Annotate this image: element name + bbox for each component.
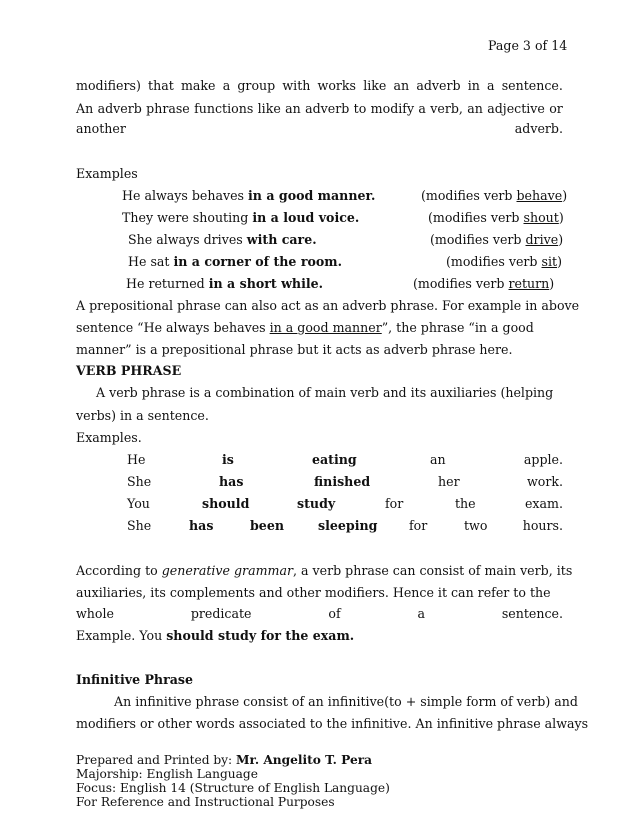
intro-line-2: An adverb phrase functions like an adverb to modify a verb, an adjective or (76, 101, 563, 116)
adverb-note-5: (modifies verb return) (413, 276, 555, 291)
intro-line-1: modifiers) that make a group with works like an adverb in a sentence. (76, 78, 563, 93)
generative-line-2: auxiliaries, its complements and other modifiers. Hence it can refer to the (76, 585, 551, 600)
prep-line-2: sentence “He always behaves in a good manner”, the phrase “in a good (76, 320, 534, 335)
adverb-note-2: (modifies verb shout) (428, 210, 564, 225)
verb-example-row-3: You should study for the exam. (127, 496, 563, 511)
verb-phrase-line-2: verbs) in a sentence. (76, 408, 209, 423)
verb-example-row-4: She has been sleeping for two hours. (127, 518, 563, 533)
examples-heading: Examples (76, 166, 138, 181)
prep-line-3: manner” is a prepositional phrase but it acts as adverb phrase here. (76, 342, 513, 357)
verb-phrase-examples-label: Examples. (76, 430, 142, 445)
footer-purpose: For Reference and Instructional Purposes (76, 795, 335, 809)
intro-line-3: another adverb. (76, 121, 563, 136)
adverb-example-2: They were shouting in a loud voice. (122, 210, 360, 225)
generative-line-3: whole predicate of a sentence. (76, 606, 563, 621)
footer-majorship: Majorship: English Language (76, 767, 258, 781)
verb-example-row-2: She has finished her work. (127, 474, 563, 489)
adverb-example-5: He returned in a short while. (126, 276, 324, 291)
verb-phrase-line-1: A verb phrase is a combination of main verb and its auxiliaries (helping (96, 385, 554, 400)
adverb-example-4: He sat in a corner of the room. (128, 254, 342, 269)
footer-prepared-by: Prepared and Printed by: Mr. Angelito T. Pera (76, 753, 373, 767)
infinitive-line-1: An infinitive phrase consist of an infinitive(to + simple form of verb) and (114, 694, 578, 709)
prep-line-1: A prepositional phrase can also act as an adverb phrase. For example in above (76, 298, 580, 313)
adverb-example-1: He always behaves in a good manner. (122, 188, 376, 203)
adverb-example-3: She always drives with care. (128, 232, 317, 247)
adverb-note-4: (modifies verb sit) (446, 254, 562, 269)
verb-phrase-heading: VERB PHRASE (76, 363, 182, 378)
verb-example-row-1: He is eating an apple. (127, 452, 563, 467)
generative-example: Example. You should study for the exam. (76, 628, 355, 643)
adverb-note-3: (modifies verb drive) (430, 232, 564, 247)
adverb-note-1: (modifies verb behave) (421, 188, 568, 203)
page-number: Page 3 of 14 (488, 38, 568, 53)
infinitive-heading: Infinitive Phrase (76, 672, 193, 687)
infinitive-line-2: modifiers or other words associated to the infinitive. An infinitive phrase always (76, 716, 589, 731)
generative-line-1: According to generative grammar, a verb phrase can consist of main verb, its (76, 563, 573, 578)
footer-focus: Focus: English 14 (Structure of English Language) (76, 781, 390, 795)
